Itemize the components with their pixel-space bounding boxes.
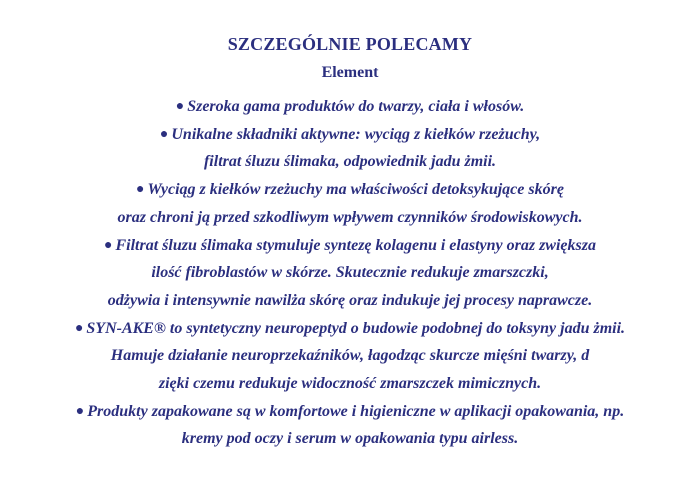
- bullet-icon: ●: [136, 182, 145, 198]
- bullet-icon: ●: [104, 237, 113, 253]
- feature-line: [0, 370, 700, 398]
- features-list: [0, 93, 700, 453]
- page-subtitle: Element: [321, 64, 379, 81]
- feature-line: [0, 121, 700, 149]
- feature-line: [0, 342, 700, 370]
- feature-text: ilość fibroblastów w skórze. Skutecznie redukuje zmarszczki,: [151, 264, 549, 282]
- bullet-icon: ●: [159, 126, 169, 142]
- feature-text: Produkty zapakowane są w komfortowe i higieniczne w aplikacji opakowania, np.: [87, 402, 625, 420]
- feature-line: [0, 148, 700, 176]
- feature-line: [0, 93, 700, 121]
- feature-line: [0, 398, 700, 426]
- feature-text: oraz chroni ją przed szkodliwym wpływem czynników środowiskowych.: [117, 208, 583, 226]
- feature-text: kremy pod oczy i serum w opakowania typu airless.: [181, 430, 519, 448]
- bullet-icon: ●: [75, 403, 85, 419]
- feature-text: Szeroka gama produktów do twarzy, ciała i włosów.: [187, 98, 525, 115]
- feature-text: zięki czemu redukuje widoczność zmarszczek mimicznych.: [158, 375, 542, 393]
- feature-line: [0, 176, 700, 204]
- page-title: SZCZEGÓLNIE POLECAMY: [227, 34, 473, 54]
- feature-text: Hamuje działanie neuroprzekaźników, łagodząc skurcze mięśni twarzy, d: [110, 347, 590, 365]
- feature-line: [0, 287, 700, 315]
- feature-text: SYN-AKE® to syntetyczny neuropeptyd o budowie podobnej do toksyny jadu żmii.: [86, 319, 626, 337]
- feature-text: filtrat śluzu ślimaka, odpowiednik jadu żmii.: [203, 153, 497, 171]
- feature-line: [0, 204, 700, 232]
- feature-text: Filtrat śluzu ślimaka stymuluje syntezę kolagenu i elastyny oraz zwiększa: [115, 236, 596, 254]
- feature-line: [0, 259, 700, 287]
- bullet-icon: ●: [74, 320, 84, 336]
- feature-text: odżywia i intensywnie nawilża skórę oraz indukuje jej procesy naprawcze.: [107, 291, 593, 309]
- feature-line: [0, 425, 700, 453]
- feature-text: Wyciąg z kiełków rzeżuchy ma właściwości detoksykujące skórę: [147, 181, 564, 199]
- bullet-icon: ●: [175, 99, 185, 114]
- feature-line: [0, 315, 700, 343]
- feature-text: Unikalne składniki aktywne: wyciąg z kiełków rzeżuchy,: [171, 125, 541, 143]
- feature-line: [0, 232, 700, 260]
